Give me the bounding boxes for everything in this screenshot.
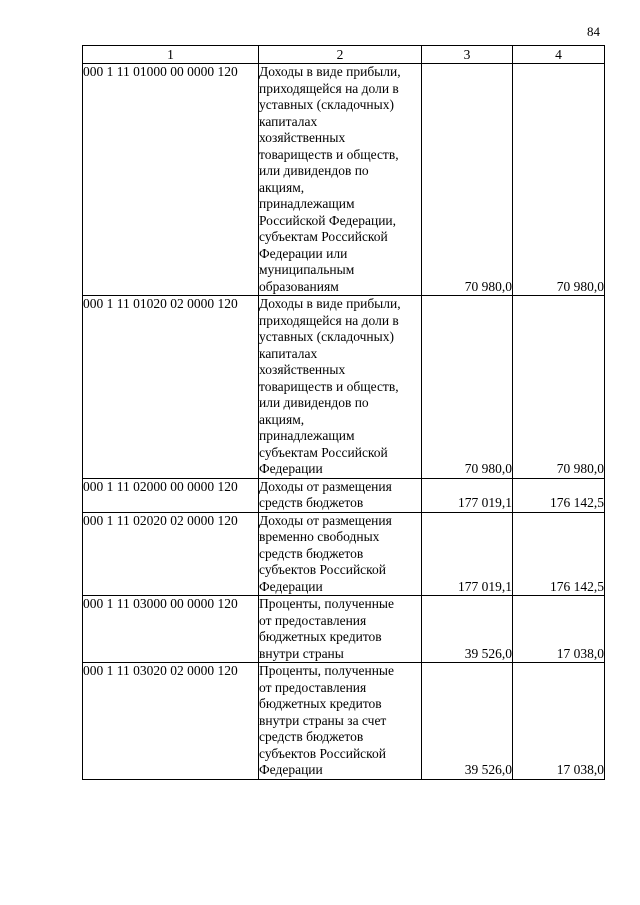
- revenue-name-line: внутри страны: [259, 645, 344, 661]
- table-header-row: [83, 46, 605, 64]
- revenue-name-line: приходящейся на доли в: [259, 312, 399, 328]
- revenue-name: [259, 296, 422, 479]
- revenue-name-line: Проценты, полученные: [259, 663, 394, 678]
- revenue-name-line: от предоставления: [259, 612, 367, 628]
- budget-classification-code: 000 1 11 02000 00 0000 120: [83, 478, 259, 512]
- revenue-name-line: муниципальным: [259, 262, 355, 277]
- amount-column-3: 70 980,0: [422, 64, 513, 296]
- budget-classification-code: 000 1 11 01000 00 0000 120: [83, 64, 259, 296]
- amount-column-4: 17 038,0: [513, 663, 605, 780]
- revenue-name: [259, 64, 422, 296]
- revenue-name-line: субъектам Российской: [259, 444, 388, 460]
- revenue-name-line: Доходы в виде прибыли,: [259, 296, 401, 311]
- table-row: [83, 596, 605, 663]
- revenue-name-line: товариществ и обществ,: [259, 146, 399, 162]
- amount-column-3: 177 019,1: [422, 478, 513, 512]
- budget-revenue-table: [82, 45, 605, 780]
- page-number: 84: [587, 24, 600, 39]
- table-row: [83, 478, 605, 512]
- revenue-name: [259, 512, 422, 596]
- revenue-name-line: бюджетных кредитов: [259, 629, 382, 644]
- revenue-name-line: образованиям: [259, 278, 339, 294]
- revenue-name-line: Федерации: [259, 762, 323, 777]
- budget-classification-code: 000 1 11 01020 02 0000 120: [83, 296, 259, 479]
- revenue-name-line: уставных (складочных): [259, 329, 394, 344]
- table-row: [83, 64, 605, 296]
- revenue-name-line: уставных (складочных): [259, 97, 394, 112]
- revenue-name-line: средств бюджетов: [259, 729, 364, 744]
- budget-classification-code: 000 1 11 03020 02 0000 120: [83, 663, 259, 780]
- revenue-name-line: внутри страны за счет: [259, 712, 387, 728]
- budget-classification-code: 000 1 11 03000 00 0000 120: [83, 596, 259, 663]
- amount-column-4: 176 142,5: [513, 478, 605, 512]
- revenue-name-line: средств бюджетов: [259, 495, 364, 510]
- revenue-name-line: акциям,: [259, 179, 305, 195]
- revenue-name-line: или дивидендов по: [259, 395, 369, 410]
- revenue-name: [259, 663, 422, 780]
- table-row: [83, 663, 605, 780]
- revenue-name-line: приходящейся на доли в: [259, 80, 399, 96]
- revenue-name: [259, 478, 422, 512]
- amount-column-3: 39 526,0: [422, 596, 513, 663]
- revenue-name-line: Доходы от размещения: [259, 478, 392, 494]
- revenue-name-line: Доходы от размещения: [259, 512, 392, 528]
- amount-column-3: 39 526,0: [422, 663, 513, 780]
- revenue-name-line: Проценты, полученные: [259, 596, 394, 611]
- column-header-3: 3: [422, 46, 513, 64]
- revenue-name-line: бюджетных кредитов: [259, 696, 382, 711]
- amount-column-3: 177 019,1: [422, 512, 513, 596]
- revenue-name-line: от предоставления: [259, 679, 367, 695]
- revenue-name-line: Доходы в виде прибыли,: [259, 64, 401, 79]
- amount-column-4: 70 980,0: [513, 64, 605, 296]
- revenue-name-line: или дивидендов по: [259, 163, 369, 178]
- table-row: [83, 512, 605, 596]
- revenue-name-line: капиталах: [259, 113, 318, 129]
- revenue-name-line: субъектов Российской: [259, 562, 387, 577]
- revenue-name-line: хозяйственных: [259, 362, 346, 377]
- revenue-name-line: средств бюджетов: [259, 545, 364, 561]
- revenue-name-line: принадлежащим: [259, 428, 355, 443]
- revenue-name-line: принадлежащим: [259, 196, 355, 211]
- column-header-2: 2: [259, 46, 422, 64]
- revenue-name-line: Федерации: [259, 578, 323, 594]
- table-row: [83, 296, 605, 479]
- revenue-name-line: субъектов Российской: [259, 745, 387, 761]
- revenue-name: [259, 596, 422, 663]
- revenue-name-line: товариществ и обществ,: [259, 378, 399, 394]
- revenue-name-line: акциям,: [259, 411, 305, 427]
- column-header-4: 4: [513, 46, 605, 64]
- revenue-name-line: Федерации: [259, 461, 323, 476]
- column-header-1: 1: [83, 46, 259, 64]
- amount-column-3: 70 980,0: [422, 296, 513, 479]
- revenue-name-line: временно свободных: [259, 529, 380, 544]
- amount-column-4: 70 980,0: [513, 296, 605, 479]
- revenue-name-line: капиталах: [259, 345, 318, 361]
- revenue-name-line: Российской Федерации,: [259, 212, 397, 228]
- amount-column-4: 176 142,5: [513, 512, 605, 596]
- budget-classification-code: 000 1 11 02020 02 0000 120: [83, 512, 259, 596]
- revenue-name-line: субъектам Российской: [259, 229, 388, 244]
- amount-column-4: 17 038,0: [513, 596, 605, 663]
- revenue-name-line: Федерации или: [259, 245, 348, 261]
- revenue-name-line: хозяйственных: [259, 130, 346, 145]
